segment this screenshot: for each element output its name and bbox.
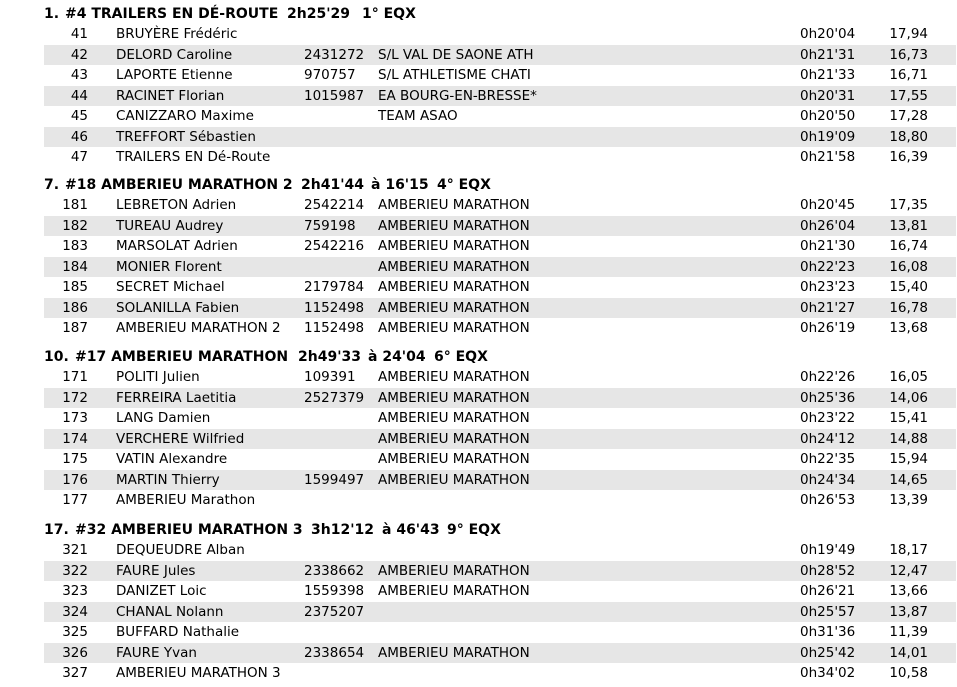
team-rank: 17. bbox=[44, 522, 69, 538]
club-name: S/L ATHLETISME CHATI bbox=[378, 67, 531, 84]
team-place: 1° EQX bbox=[362, 6, 416, 22]
runner-speed: 13,81 bbox=[889, 217, 928, 234]
license-number: 1559398 bbox=[304, 583, 365, 600]
club-name: AMBERIEU MARATHON bbox=[378, 217, 530, 234]
runner-speed: 15,41 bbox=[889, 410, 928, 427]
club-name: AMBERIEU MARATHON bbox=[378, 562, 530, 579]
runner-name: SOLANILLA Fabien bbox=[116, 299, 240, 316]
license-number: 2338662 bbox=[304, 562, 365, 579]
runner-name: BUFFARD Nathalie bbox=[116, 624, 240, 641]
team-place: 4° EQX bbox=[437, 177, 491, 193]
table-row bbox=[44, 540, 956, 561]
table-row bbox=[44, 298, 956, 319]
runner-speed: 14,06 bbox=[889, 389, 928, 406]
table-row bbox=[44, 86, 956, 107]
runner-time: 0h20'31 bbox=[800, 87, 856, 104]
runner-name: FAURE Jules bbox=[116, 562, 196, 579]
runner-speed: 15,94 bbox=[889, 451, 928, 468]
runner-time: 0h22'23 bbox=[800, 258, 856, 275]
club-name: AMBERIEU MARATHON bbox=[378, 238, 530, 255]
table-row bbox=[44, 470, 956, 491]
bib-number: 186 bbox=[62, 299, 88, 316]
license-number: 1599497 bbox=[304, 471, 365, 488]
bib-number: 327 bbox=[62, 665, 88, 682]
table-row bbox=[44, 277, 956, 298]
runner-name: DEQUEUDRE Alban bbox=[116, 542, 245, 558]
runner-time: 0h22'26 bbox=[800, 369, 856, 385]
runner-name: TREFFORT Sébastien bbox=[116, 128, 256, 145]
runner-name: VERCHERE Wilfried bbox=[116, 430, 245, 447]
team-gap: à 16'15 bbox=[371, 177, 429, 193]
runner-speed: 17,94 bbox=[889, 26, 928, 42]
runner-time: 0h20'50 bbox=[800, 108, 856, 125]
runner-speed: 13,66 bbox=[889, 583, 928, 600]
license-number: 1015987 bbox=[304, 87, 365, 104]
table-row bbox=[44, 561, 956, 582]
team-title: #4 TRAILERS EN DÉ-ROUTE bbox=[65, 6, 279, 22]
runner-time: 0h21'33 bbox=[800, 67, 856, 84]
club-name: AMBERIEU MARATHON bbox=[378, 430, 530, 447]
runner-name: MARTIN Thierry bbox=[116, 471, 220, 488]
club-name: AMBERIEU MARATHON bbox=[378, 451, 530, 468]
club-name: AMBERIEU MARATHON bbox=[378, 410, 530, 427]
club-name: AMBERIEU MARATHON bbox=[378, 279, 530, 296]
bib-number: 172 bbox=[62, 389, 88, 406]
bib-number: 324 bbox=[62, 603, 88, 620]
bib-number: 44 bbox=[70, 87, 88, 104]
team-place: 6° EQX bbox=[434, 349, 488, 365]
bib-number: 181 bbox=[62, 197, 88, 213]
team-title: #17 AMBERIEU MARATHON bbox=[75, 349, 289, 365]
bib-number: 322 bbox=[62, 562, 88, 579]
runner-time: 0h21'58 bbox=[800, 149, 856, 166]
runner-name: RACINET Florian bbox=[116, 87, 225, 104]
bib-number: 185 bbox=[62, 279, 88, 296]
club-name: AMBERIEU MARATHON bbox=[378, 583, 530, 600]
license-number: 759198 bbox=[304, 217, 356, 234]
runner-time: 0h21'31 bbox=[800, 46, 856, 63]
table-row bbox=[44, 257, 956, 278]
license-number: 2431272 bbox=[304, 46, 365, 63]
table-row bbox=[44, 449, 956, 470]
runner-speed: 16,74 bbox=[889, 238, 928, 255]
table-row bbox=[44, 367, 956, 388]
runner-speed: 16,08 bbox=[889, 258, 928, 275]
runner-speed: 14,01 bbox=[889, 644, 928, 661]
bib-number: 174 bbox=[62, 430, 88, 447]
license-number: 2375207 bbox=[304, 603, 365, 620]
bib-number: 43 bbox=[70, 67, 88, 84]
team-rank: 10. bbox=[44, 349, 69, 365]
team-time: 2h25'29 bbox=[287, 6, 350, 22]
runner-speed: 17,55 bbox=[889, 87, 928, 104]
bib-number: 323 bbox=[62, 583, 88, 600]
runner-name: LANG Damien bbox=[116, 410, 211, 427]
runner-speed: 13,87 bbox=[889, 603, 928, 620]
bib-number: 173 bbox=[62, 410, 88, 427]
runner-speed: 11,39 bbox=[889, 624, 928, 641]
runner-name: SECRET Michael bbox=[116, 279, 225, 296]
club-name: AMBERIEU MARATHON bbox=[378, 320, 530, 337]
bib-number: 46 bbox=[70, 128, 88, 145]
table-row bbox=[44, 106, 956, 127]
runner-name: AMBERIEU Marathon bbox=[116, 492, 256, 509]
team-time: 2h49'33 bbox=[298, 349, 361, 365]
license-number: 2542214 bbox=[304, 197, 365, 213]
runner-speed: 16,78 bbox=[889, 299, 928, 316]
runner-time: 0h26'04 bbox=[800, 217, 856, 234]
team-gap: à 46'43 bbox=[382, 522, 440, 538]
table-row bbox=[44, 24, 956, 45]
runner-time: 0h24'12 bbox=[800, 430, 856, 447]
table-row bbox=[44, 622, 956, 643]
runner-name: DELORD Caroline bbox=[116, 46, 233, 63]
runner-time: 0h24'34 bbox=[800, 471, 856, 488]
team-time: 2h41'44 bbox=[301, 177, 364, 193]
table-row bbox=[44, 216, 956, 237]
runner-name: FERREIRA Laetitia bbox=[116, 389, 237, 406]
license-number: 970757 bbox=[304, 67, 356, 84]
runner-speed: 13,39 bbox=[889, 492, 928, 509]
runner-time: 0h25'42 bbox=[800, 644, 856, 661]
runner-speed: 18,80 bbox=[889, 128, 928, 145]
team-header bbox=[0, 520, 957, 540]
license-number: 109391 bbox=[304, 369, 356, 385]
runner-name: TRAILERS EN Dé-Route bbox=[116, 149, 271, 166]
table-row bbox=[44, 490, 956, 511]
bib-number: 41 bbox=[70, 26, 88, 42]
club-name: AMBERIEU MARATHON bbox=[378, 299, 530, 316]
club-name: AMBERIEU MARATHON bbox=[378, 197, 530, 213]
runner-name: FAURE Yvan bbox=[116, 644, 197, 661]
table-row bbox=[44, 65, 956, 86]
runner-time: 0h25'57 bbox=[800, 603, 856, 620]
team-header bbox=[0, 4, 957, 24]
team-time: 3h12'12 bbox=[311, 522, 374, 538]
table-row bbox=[44, 663, 956, 684]
team-place: 9° EQX bbox=[447, 522, 501, 538]
runner-name: CHANAL Nolann bbox=[116, 603, 224, 620]
bib-number: 325 bbox=[62, 624, 88, 641]
runner-time: 0h22'35 bbox=[800, 451, 856, 468]
runner-speed: 16,05 bbox=[889, 369, 928, 385]
team-header bbox=[0, 175, 957, 195]
table-row bbox=[44, 147, 956, 168]
table-row bbox=[44, 602, 956, 623]
license-number: 1152498 bbox=[304, 299, 365, 316]
table-row bbox=[44, 408, 956, 429]
club-name: AMBERIEU MARATHON bbox=[378, 389, 530, 406]
runner-time: 0h20'45 bbox=[800, 197, 856, 213]
bib-number: 321 bbox=[62, 542, 88, 558]
table-row bbox=[44, 195, 956, 216]
table-row bbox=[44, 236, 956, 257]
runner-speed: 10,58 bbox=[889, 665, 928, 682]
runner-time: 0h28'52 bbox=[800, 562, 856, 579]
runner-speed: 14,65 bbox=[889, 471, 928, 488]
runner-name: LEBRETON Adrien bbox=[116, 197, 237, 213]
team-rank: 1. bbox=[44, 6, 60, 22]
runner-speed: 16,73 bbox=[889, 46, 928, 63]
bib-number: 47 bbox=[70, 149, 88, 166]
team-rank: 7. bbox=[44, 177, 60, 193]
runner-speed: 15,40 bbox=[889, 279, 928, 296]
club-name: S/L VAL DE SAONE ATH bbox=[378, 46, 534, 63]
runner-name: MONIER Florent bbox=[116, 258, 222, 275]
runner-time: 0h21'30 bbox=[800, 238, 856, 255]
club-name: TEAM ASAO bbox=[378, 108, 458, 125]
license-number: 1152498 bbox=[304, 320, 365, 337]
runner-time: 0h20'04 bbox=[800, 26, 856, 42]
bib-number: 175 bbox=[62, 451, 88, 468]
table-row bbox=[44, 643, 956, 664]
runner-time: 0h23'22 bbox=[800, 410, 856, 427]
license-number: 2527379 bbox=[304, 389, 365, 406]
table-row bbox=[44, 45, 956, 66]
runner-time: 0h34'02 bbox=[800, 665, 856, 682]
runner-speed: 13,68 bbox=[889, 320, 928, 337]
runner-name: MARSOLAT Adrien bbox=[116, 238, 238, 255]
table-row bbox=[44, 318, 956, 339]
bib-number: 182 bbox=[62, 217, 88, 234]
runner-time: 0h26'21 bbox=[800, 583, 856, 600]
club-name: AMBERIEU MARATHON bbox=[378, 369, 530, 385]
club-name: EA BOURG-EN-BRESSE* bbox=[378, 87, 537, 104]
license-number: 2179784 bbox=[304, 279, 365, 296]
runner-name: TUREAU Audrey bbox=[116, 217, 224, 234]
runner-speed: 17,35 bbox=[889, 197, 928, 213]
runner-name: AMBERIEU MARATHON 2 bbox=[116, 320, 281, 337]
team-title: #18 AMBERIEU MARATHON 2 bbox=[65, 177, 293, 193]
table-row bbox=[44, 388, 956, 409]
runner-speed: 16,71 bbox=[889, 67, 928, 84]
runner-time: 0h19'09 bbox=[800, 128, 856, 145]
license-number: 2542216 bbox=[304, 238, 365, 255]
runner-speed: 14,88 bbox=[889, 430, 928, 447]
bib-number: 187 bbox=[62, 320, 88, 337]
runner-time: 0h19'49 bbox=[800, 542, 856, 558]
bib-number: 326 bbox=[62, 644, 88, 661]
runner-speed: 18,17 bbox=[889, 542, 928, 558]
runner-name: VATIN Alexandre bbox=[116, 451, 228, 468]
table-row bbox=[44, 127, 956, 148]
runner-time: 0h26'53 bbox=[800, 492, 856, 509]
runner-speed: 17,28 bbox=[889, 108, 928, 125]
runner-name: DANIZET Loic bbox=[116, 583, 207, 600]
bib-number: 42 bbox=[70, 46, 88, 63]
club-name: AMBERIEU MARATHON bbox=[378, 644, 530, 661]
table-row bbox=[44, 581, 956, 602]
runner-name: AMBERIEU MARATHON 3 bbox=[116, 665, 281, 682]
bib-number: 45 bbox=[70, 108, 88, 125]
runner-name: POLITI Julien bbox=[116, 369, 200, 385]
runner-time: 0h31'36 bbox=[800, 624, 856, 641]
table-row bbox=[44, 429, 956, 450]
bib-number: 177 bbox=[62, 492, 88, 509]
runner-name: CANIZZARO Maxime bbox=[116, 108, 254, 125]
runner-time: 0h26'19 bbox=[800, 320, 856, 337]
bib-number: 176 bbox=[62, 471, 88, 488]
club-name: AMBERIEU MARATHON bbox=[378, 471, 530, 488]
team-gap: à 24'04 bbox=[368, 349, 426, 365]
runner-name: BRUYÈRE Frédéric bbox=[116, 26, 238, 42]
club-name: AMBERIEU MARATHON bbox=[378, 258, 530, 275]
runner-speed: 16,39 bbox=[889, 149, 928, 166]
bib-number: 184 bbox=[62, 258, 88, 275]
runner-time: 0h25'36 bbox=[800, 389, 856, 406]
license-number: 2338654 bbox=[304, 644, 365, 661]
runner-speed: 12,47 bbox=[889, 562, 928, 579]
runner-time: 0h23'23 bbox=[800, 279, 856, 296]
runner-name: LAPORTE Etienne bbox=[116, 67, 233, 84]
runner-time: 0h21'27 bbox=[800, 299, 856, 316]
team-header bbox=[0, 347, 957, 367]
bib-number: 171 bbox=[62, 369, 88, 385]
team-title: #32 AMBERIEU MARATHON 3 bbox=[75, 522, 303, 538]
bib-number: 183 bbox=[62, 238, 88, 255]
